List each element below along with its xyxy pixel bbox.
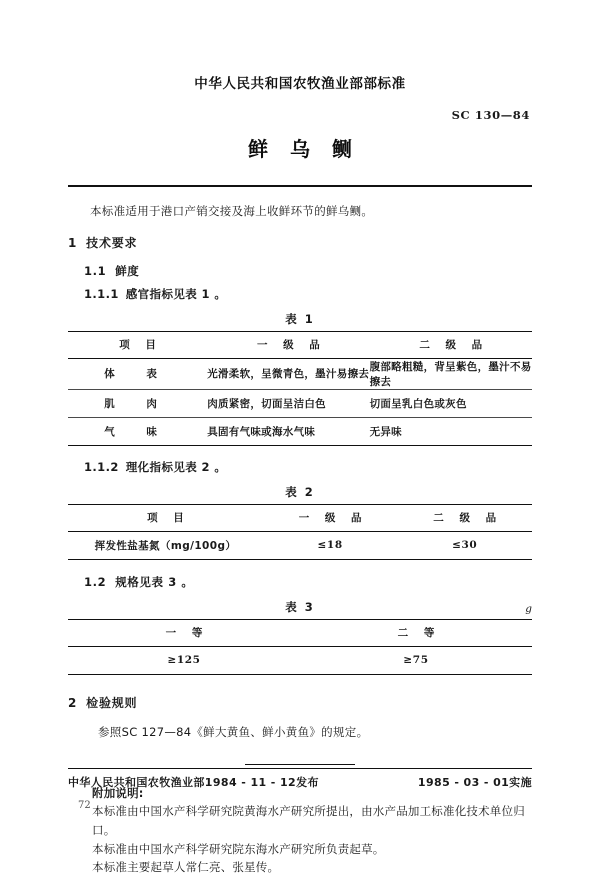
table-row — [68, 358, 532, 389]
standard-number: SC 130—84 — [451, 108, 530, 122]
clause-1-2-number: 1.2 — [84, 574, 107, 589]
table-3-unit: g — [525, 602, 532, 615]
clause-1-2-text: 规格见表 3 。 — [115, 574, 194, 589]
附加说明-notes — [68, 784, 532, 877]
footer — [68, 774, 532, 790]
table-2-row-0-grade2: ≤30 — [397, 531, 532, 559]
scope-paragraph: 本标准适用于港口产销交接及海上收鲜环节的鲜乌鲗。 — [90, 204, 374, 218]
table-2-header-grade2: 二 级 品 — [397, 504, 532, 531]
section-1-number: 1 — [68, 235, 78, 250]
page-content — [68, 0, 532, 877]
table-1-row-2-grade1: 具固有气味或海水气味 — [207, 417, 369, 445]
table-1-row-1-grade1: 肉质紧密，切面呈洁白色 — [207, 389, 369, 417]
section-2-heading — [68, 694, 532, 711]
issuing-ministry: 中华人民共和国农牧渔业部部标准 — [194, 76, 406, 92]
section-2-reference: 参照SC 127—84《鲜大黄鱼、鲜小黄鱼》的规定。 — [98, 724, 369, 739]
table-1-row-0-item: 体 表 — [68, 358, 207, 389]
table-1-row-0-grade2: 腹部略粗糙，背呈紫色，墨汁不易擦去 — [370, 358, 532, 389]
table-1-header-grade1: 一 级 品 — [207, 331, 369, 358]
clause-1-2-heading — [68, 574, 532, 590]
clause-1-1-1-number: 1.1.1 — [84, 286, 119, 301]
table-3-header-row — [68, 619, 532, 646]
table-1-header-item: 项 目 — [68, 331, 207, 358]
document-header — [68, 0, 532, 162]
clause-1-1-heading — [68, 263, 532, 279]
table-3-row-0-grade2: ≥75 — [300, 646, 532, 674]
table-2-header-grade1: 一 级 品 — [263, 504, 398, 531]
notes-divider — [245, 764, 355, 765]
table-row — [68, 531, 532, 559]
table-2-header-item: 项 目 — [68, 504, 263, 531]
clause-1-1-1-heading — [68, 286, 532, 302]
clause-1-1-2-heading — [68, 459, 532, 475]
clause-1-1-2-number: 1.1.2 — [84, 459, 119, 474]
page-number: 72 — [78, 800, 91, 811]
table-row — [68, 417, 532, 445]
clause-1-1-2-text: 理化指标见表 2 。 — [125, 459, 227, 474]
table-row — [68, 389, 532, 417]
note-line: 本标准由中国水产科学研究院东海水产研究所负责起草。 — [92, 841, 385, 856]
note-line: 本标准由中国水产科学研究院黄海水产研究所提出，由水产品加工标准化技术单位归口。 — [92, 804, 525, 838]
table-1-header-row — [68, 331, 532, 358]
table-2-row-0-grade1: ≤18 — [263, 531, 398, 559]
table-3-caption-row — [68, 599, 532, 615]
header-divider — [68, 185, 532, 187]
document-title: 鲜乌鲗 — [248, 137, 374, 161]
table-2-header-row — [68, 504, 532, 531]
table-3-header-grade2: 二 等 — [300, 619, 532, 646]
table-2 — [68, 504, 532, 560]
note-line: 本标准主要起草人常仁亮、张星传。 — [92, 860, 280, 875]
table-1-caption: 表 1 — [285, 311, 315, 326]
standard-number-row — [68, 104, 532, 123]
table-1-row-1-item: 肌 肉 — [68, 389, 207, 417]
table-3 — [68, 619, 532, 675]
table-1-row-1-grade2: 切面呈乳白色或灰色 — [370, 389, 532, 417]
table-2-row-0-item: 挥发性盐基氮（mg/100g） — [68, 531, 263, 559]
table-row — [68, 646, 532, 674]
table-1 — [68, 331, 532, 446]
clause-1-1-number: 1.1 — [84, 263, 107, 278]
table-1-row-0-grade1: 光滑柔软，呈微青色，墨汁易擦去 — [207, 358, 369, 389]
notes-title: 附加说明: — [92, 785, 144, 800]
table-1-header-grade2: 二 级 品 — [370, 331, 532, 358]
footer-issued: 中华人民共和国农牧渔业部1984 - 11 - 12发布 — [68, 776, 319, 789]
footer-divider — [68, 768, 532, 769]
table-2-caption: 表 2 — [285, 484, 315, 499]
section-1-title: 技术要求 — [86, 235, 138, 250]
table-3-row-0-grade1: ≥125 — [68, 646, 300, 674]
section-2-title: 检验规则 — [86, 695, 138, 710]
section-2-number: 2 — [68, 695, 78, 710]
section-1-heading — [68, 234, 532, 251]
clause-1-1-1-text: 感官指标见表 1 。 — [125, 286, 227, 301]
table-3-header-grade1: 一 等 — [68, 619, 300, 646]
table-1-row-2-grade2: 无异味 — [370, 417, 532, 445]
table-3-caption: 表 3 — [285, 599, 315, 614]
table-1-row-2-item: 气 味 — [68, 417, 207, 445]
footer-effective: 1985 - 03 - 01实施 — [417, 776, 532, 789]
clause-1-1-title: 鲜度 — [115, 263, 140, 278]
